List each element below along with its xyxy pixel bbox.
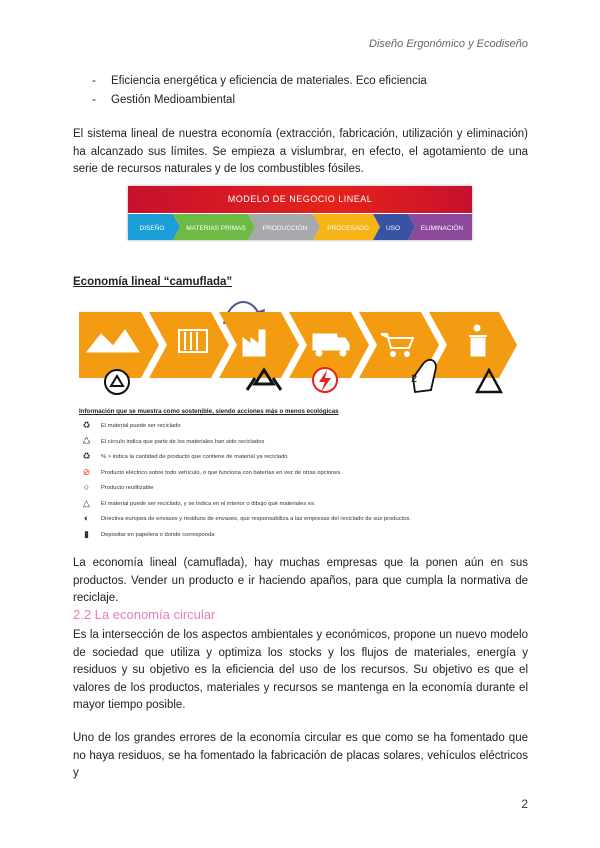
electric-icon: ⊘ [82, 466, 91, 477]
legend-text: Depositar en papelera o donde corresponda [101, 531, 215, 538]
legend-item [79, 466, 519, 482]
legend [79, 408, 519, 543]
section-heading-camouflaged: Economía lineal “camuflada” [73, 276, 233, 288]
bullet-list [92, 72, 427, 110]
legend-text: Producto reutilizable [101, 485, 154, 491]
banner-step-label: MATERIAS PRIMAS [186, 225, 246, 232]
recycle-icon: ♻ [82, 420, 91, 430]
camouflaged-economy-diagram [79, 300, 519, 410]
legend-text: El círculo indica que parte de los materiales han sido reciclados [101, 438, 265, 445]
orange-chevron [149, 312, 229, 378]
paragraph-linear-system: El sistema lineal de nuestra economía (extracción, fabricación, utilización y eliminación) ha alcanzado sus límites. Se empieza a vislumbrar, en efecto, el agotamiento de una serie de recursos naturales y de los combustibles fósiles. [73, 128, 528, 175]
banner-step-label: USO [385, 225, 401, 232]
legend-text: El material puede ser reciclado [101, 423, 181, 429]
legend-text: Directiva europea de envases y residuos de envases, que responsabiliza a las empresas del reciclado de sus productos. [101, 516, 411, 522]
section-heading-circular: 2.2 La economía circular [73, 607, 216, 622]
legend-item [79, 419, 519, 435]
electric-icon [313, 368, 337, 392]
legend-item [79, 528, 519, 544]
running-header: Diseño Ergonómico y Ecodiseño [369, 38, 528, 50]
legend-item [79, 497, 519, 513]
circle-recycle-icon: ♺ [82, 435, 91, 446]
legend-text: % > indica la cantidad de producto que contiene de material ya reciclado [101, 454, 288, 460]
paragraph-camouflaged: La economía lineal (camuflada), hay muchas empresas que la ponen aún en sus productos. Vender un producto e ir haciendo apaños, para que cumpla la normativa de reciclaje. [73, 557, 528, 604]
banner-title: MODELO DE NEGOCIO LINEAL [128, 186, 472, 213]
legend-item [79, 481, 519, 497]
bullet-item: - Gestión Medioambiental [92, 91, 427, 110]
legend-item [79, 512, 519, 528]
banner-step-label: PROCESADO [327, 225, 369, 232]
banner-steps [128, 214, 472, 240]
banner-step-label: PRODUCCIÓN [262, 225, 308, 232]
banner-step-label: DISEÑO [139, 225, 165, 232]
banner-step-label: ELIMINACIÓN [420, 225, 464, 232]
recycle-icon [105, 370, 129, 394]
legend-text: El material puede ser reciclado, y se indica en el interior o dibujo qué materiales es. [101, 500, 316, 507]
paragraph-circular-economy: Es la intersección de los aspectos ambientales y económicos, propone un nuevo modelo de sociedad que utiliza y optimiza los stocks y los flujos de materiales, energía y residuos y su objetivo es la eficiencia del uso de los recursos. Su objetivo es que el valores de los productos, materiales y recursos se mantenga en la economía durante el mayor tiempo posible. [73, 629, 528, 711]
legend-item [79, 435, 519, 451]
linear-model-banner [128, 186, 472, 240]
bullet-item: - Eficiencia energética y eficiencia de materiales. Eco eficiencia [92, 72, 427, 91]
paragraph-circular-errors: Uno de los grandes errores de la economía circular es que como se ha fomentado que no haya residuos, se ha fomentado la fabricación de placas solares, vehículos eléctricos y [73, 732, 528, 779]
legend-item [79, 450, 519, 466]
page-number: 2 [521, 797, 528, 811]
punto-verde-icon: ◐ [83, 513, 90, 523]
percent-recycle-icon: ♻ [82, 451, 91, 461]
svg-text:2: 2 [411, 373, 418, 385]
bin-icon: ▮ [84, 528, 89, 539]
triangle-recycle-icon: △ [83, 497, 90, 508]
legend-title: Información que se muestra como sostenible, siendo acciones más o menos ecológicas [79, 408, 339, 415]
reuse-icon: ○ [83, 482, 90, 492]
legend-text: Producto eléctrico sobre todo vehículo, o que funciona con baterías en vez de otras opciones. [101, 469, 343, 476]
